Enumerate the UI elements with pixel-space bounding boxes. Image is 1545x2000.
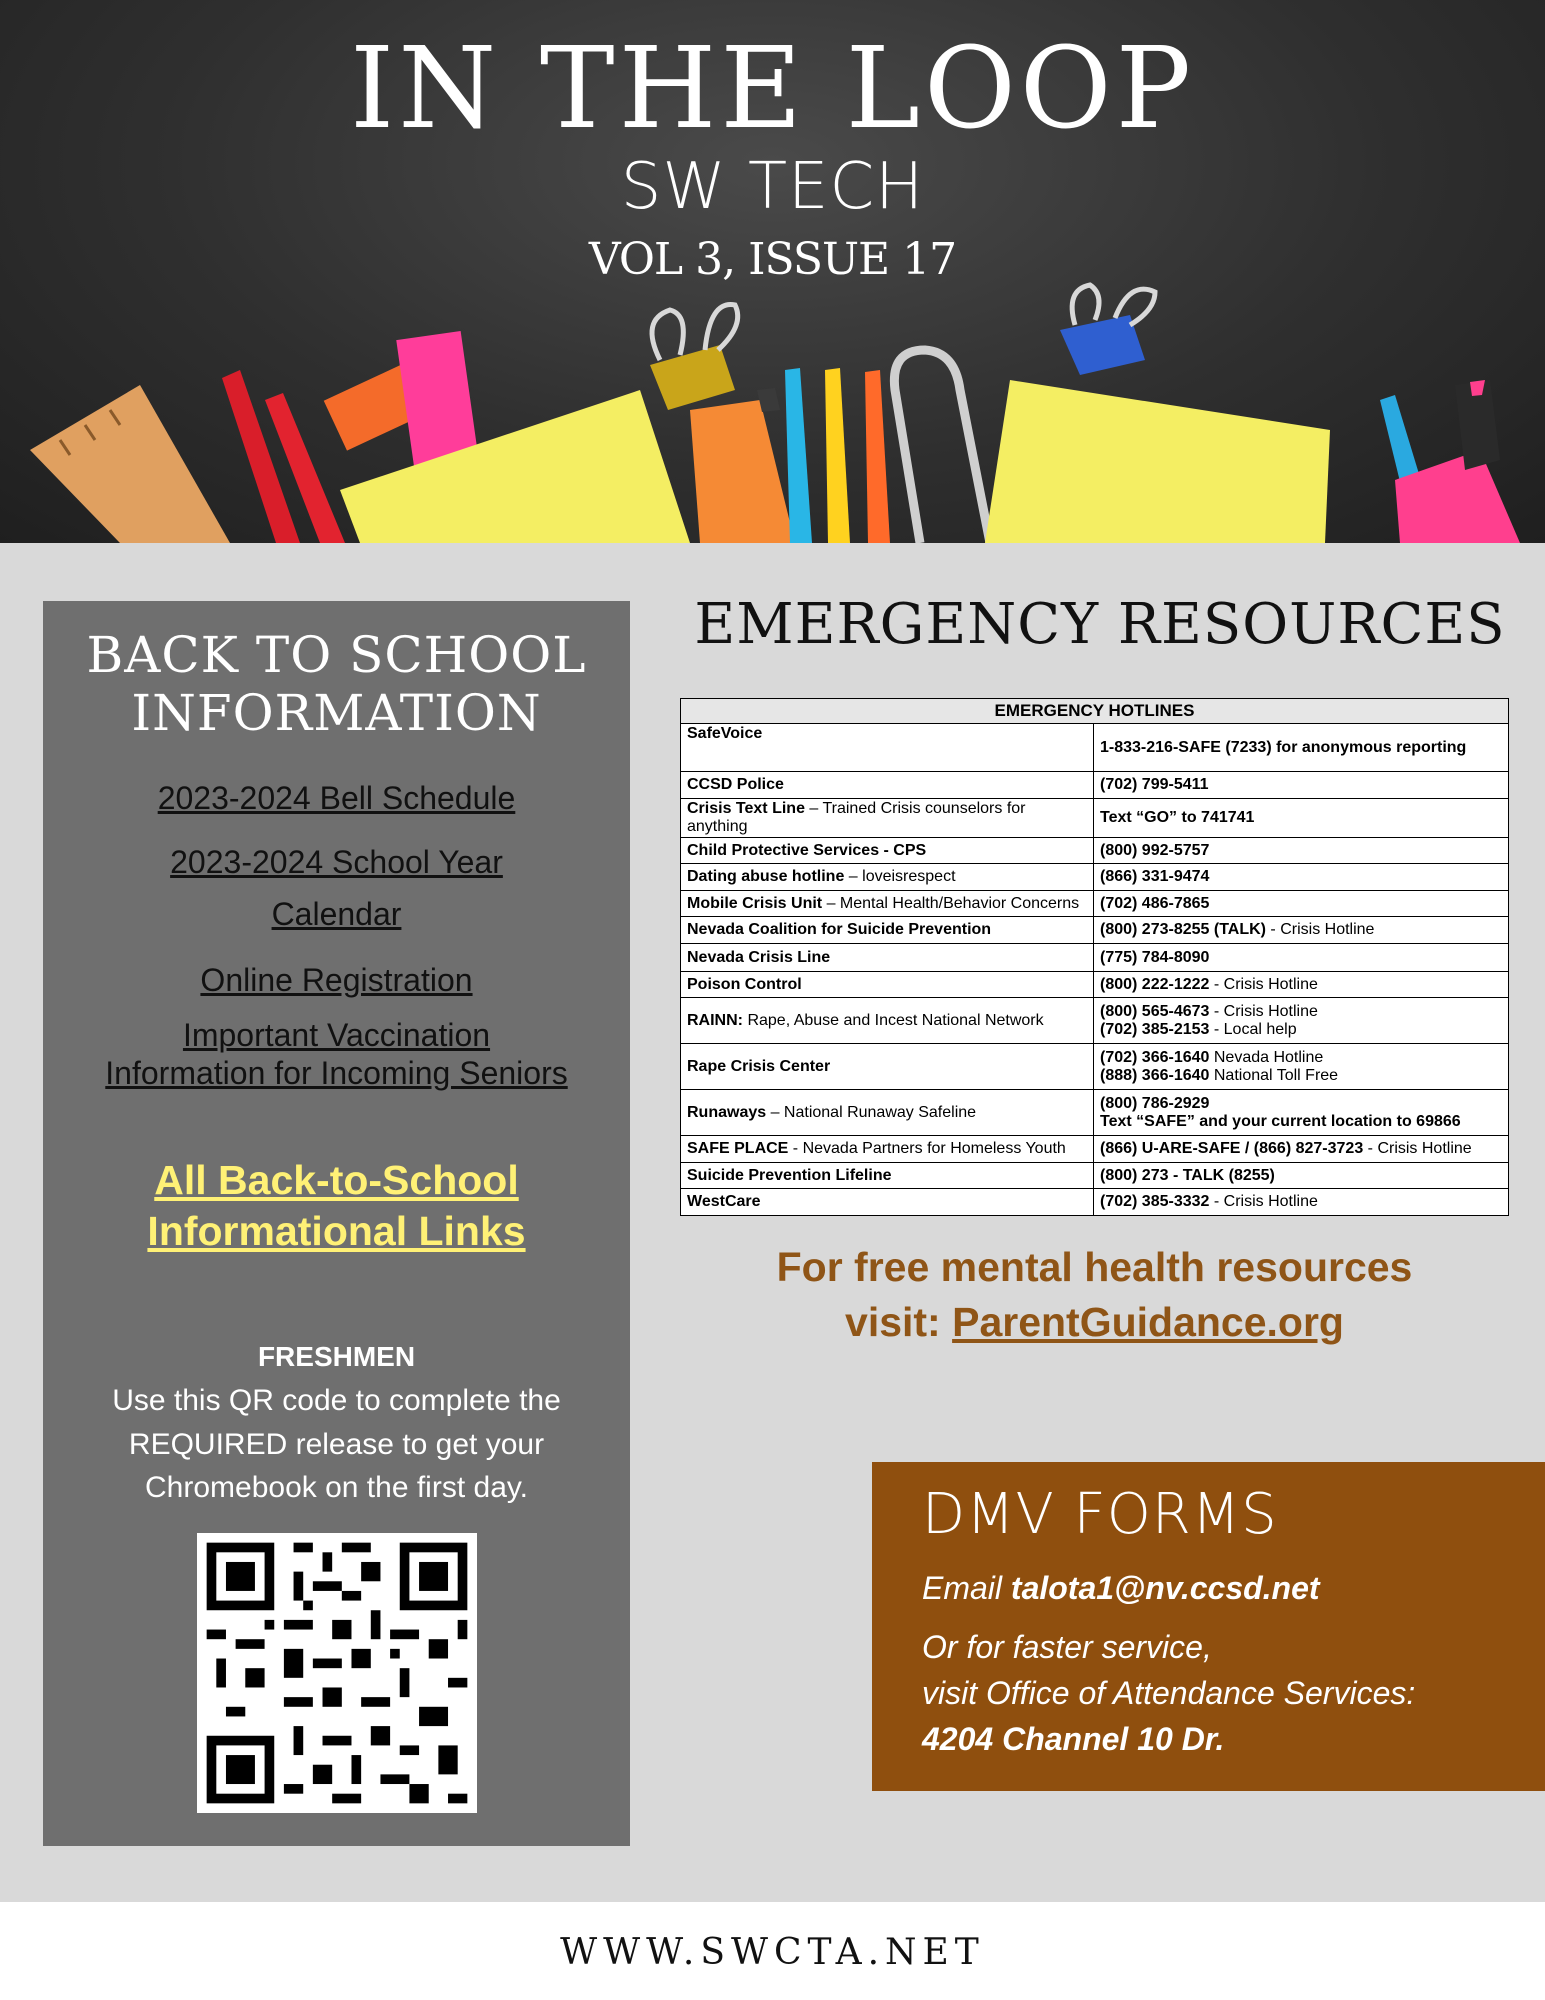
- hotline-number: (866) U-ARE-SAFE / (866) 827-3723 - Crisis Hotline: [1094, 1136, 1509, 1163]
- hotline-row: [681, 838, 1509, 864]
- hotline-row: [681, 998, 1509, 1044]
- hotline-name: Nevada Coalition for Suicide Prevention: [681, 917, 1094, 944]
- hotline-name: Dating abuse hotline – loveisrespect: [681, 864, 1094, 891]
- hotline-row: [681, 972, 1509, 998]
- hotline-row: [681, 1090, 1509, 1136]
- hotline-number: (800) 273 - TALK (8255): [1094, 1163, 1509, 1189]
- hotline-row: [681, 1189, 1509, 1216]
- qr-code-icon[interactable]: [197, 1533, 477, 1813]
- hotline-name: RAINN: Rape, Abuse and Incest National Network: [681, 998, 1094, 1044]
- hotline-number: (702) 366-1640 Nevada Hotline (888) 366-1640 National Toll Free: [1094, 1044, 1509, 1090]
- blue-pen-icon: [785, 368, 812, 543]
- header-banner: [0, 0, 1545, 543]
- newsletter-title: IN THE LOOP: [350, 24, 1195, 154]
- hotline-row: [681, 891, 1509, 917]
- hotline-name: SAFE PLACE - Nevada Partners for Homeless Youth: [681, 1136, 1094, 1163]
- hotline-name: Mobile Crisis Unit – Mental Health/Behavior Concerns: [681, 891, 1094, 917]
- red-marker-icon: [222, 370, 345, 543]
- hotline-number: (800) 786-2929 Text “SAFE” and your current location to 69866: [1094, 1090, 1509, 1136]
- hotline-row: [681, 799, 1509, 838]
- binder-clip-icon: [650, 305, 738, 410]
- emergency-hotlines-table: [680, 698, 1509, 1216]
- hotline-name: Rape Crisis Center: [681, 1044, 1094, 1090]
- dmv-forms-box: [872, 1462, 1545, 1791]
- hotline-row: [681, 772, 1509, 799]
- hotline-name: SafeVoice: [681, 724, 1094, 772]
- footer: [0, 1902, 1545, 2000]
- hotline-name: Crisis Text Line – Trained Crisis counselors for anything: [681, 799, 1094, 838]
- hotline-name: WestCare: [681, 1189, 1094, 1216]
- newsletter-subtitle: SW TECH: [620, 150, 925, 224]
- hotline-number: Text “GO” to 741741: [1094, 799, 1509, 838]
- hotline-number: (702) 799-5411: [1094, 772, 1509, 799]
- hotline-number: (800) 992-5757: [1094, 838, 1509, 864]
- hotline-row: [681, 944, 1509, 972]
- paper-clip-icon: [894, 350, 990, 543]
- dmv-forms-title: DMV FORMS: [922, 1482, 1278, 1547]
- freshmen-instructions: Use this QR code to complete the REQUIRED release to get your Chromebook on the first day.: [112, 1384, 561, 1504]
- dmv-faster-service: Or for faster service,: [922, 1629, 1212, 1665]
- back-to-school-heading: BACK TO SCHOOL INFORMATION: [86, 626, 587, 742]
- dmv-email-link[interactable]: talota1@nv.ccsd.net: [1010, 1570, 1320, 1606]
- table-header: EMERGENCY HOTLINES: [681, 699, 1509, 724]
- ruler-icon: [30, 385, 230, 543]
- hotline-number: (775) 784-8090: [1094, 944, 1509, 972]
- all-back-to-school-links[interactable]: All Back-to-School Informational Links: [147, 1157, 526, 1255]
- dmv-address: 4204 Channel 10 Dr.: [922, 1721, 1225, 1757]
- orange-pen-icon: [865, 370, 890, 543]
- hotline-number: (800) 273-8255 (TALK) - Crisis Hotline: [1094, 917, 1509, 944]
- blue-binder-clip-icon: [1060, 285, 1155, 375]
- yellow-pen-icon: [825, 368, 850, 543]
- bell-schedule-link[interactable]: 2023-2024 Bell Schedule: [157, 780, 516, 816]
- emergency-resources-title: EMERGENCY RESOURCES: [694, 592, 1506, 657]
- hotline-number: (800) 565-4673 - Crisis Hotline (702) 385-2153 - Local help: [1094, 998, 1509, 1044]
- mental-health-resources: For free mental health resources visit: ParentGuidance.org: [776, 1244, 1413, 1346]
- hotline-number: (866) 331-9474: [1094, 864, 1509, 891]
- freshmen-title: FRESHMEN: [257, 1341, 416, 1372]
- hotline-name: Nevada Crisis Line: [681, 944, 1094, 972]
- issue-number: VOL 3, ISSUE 17: [588, 234, 957, 285]
- back-to-school-panel: [43, 601, 630, 1846]
- orange-highlighter-icon: [690, 400, 795, 543]
- hotline-row: [681, 724, 1509, 772]
- vaccination-information-link[interactable]: Important Vaccination Information for Incoming Seniors: [105, 1017, 568, 1092]
- dmv-email-line: Email talota1@nv.ccsd.net: [922, 1570, 1320, 1606]
- dmv-attendance-office: visit Office of Attendance Services:: [922, 1675, 1416, 1711]
- website-link[interactable]: WWW.SWCTA.NET: [560, 1932, 985, 1973]
- hotline-name: Child Protective Services - CPS: [681, 838, 1094, 864]
- hotline-row: [681, 864, 1509, 891]
- hotline-number: 1-833-216-SAFE (7233) for anonymous reporting: [1094, 724, 1509, 772]
- hotline-row: [681, 1136, 1509, 1163]
- hotline-name: Poison Control: [681, 972, 1094, 998]
- hotline-name: Runaways – National Runaway Safeline: [681, 1090, 1094, 1136]
- hotline-name: Suicide Prevention Lifeline: [681, 1163, 1094, 1189]
- hotline-number: (702) 486-7865: [1094, 891, 1509, 917]
- hotline-row: [681, 917, 1509, 944]
- yellow-notepad-icon: [985, 380, 1330, 543]
- parent-guidance-link[interactable]: ParentGuidance.org: [952, 1299, 1344, 1346]
- school-year-calendar-link[interactable]: 2023-2024 School Year Calendar: [170, 844, 503, 933]
- hotline-row: [681, 1163, 1509, 1189]
- hotline-name: CCSD Police: [681, 772, 1094, 799]
- hotline-number: (702) 385-3332 - Crisis Hotline: [1094, 1189, 1509, 1216]
- hotline-row: [681, 1044, 1509, 1090]
- hotline-number: (800) 222-1222 - Crisis Hotline: [1094, 972, 1509, 998]
- online-registration-link[interactable]: Online Registration: [200, 962, 473, 998]
